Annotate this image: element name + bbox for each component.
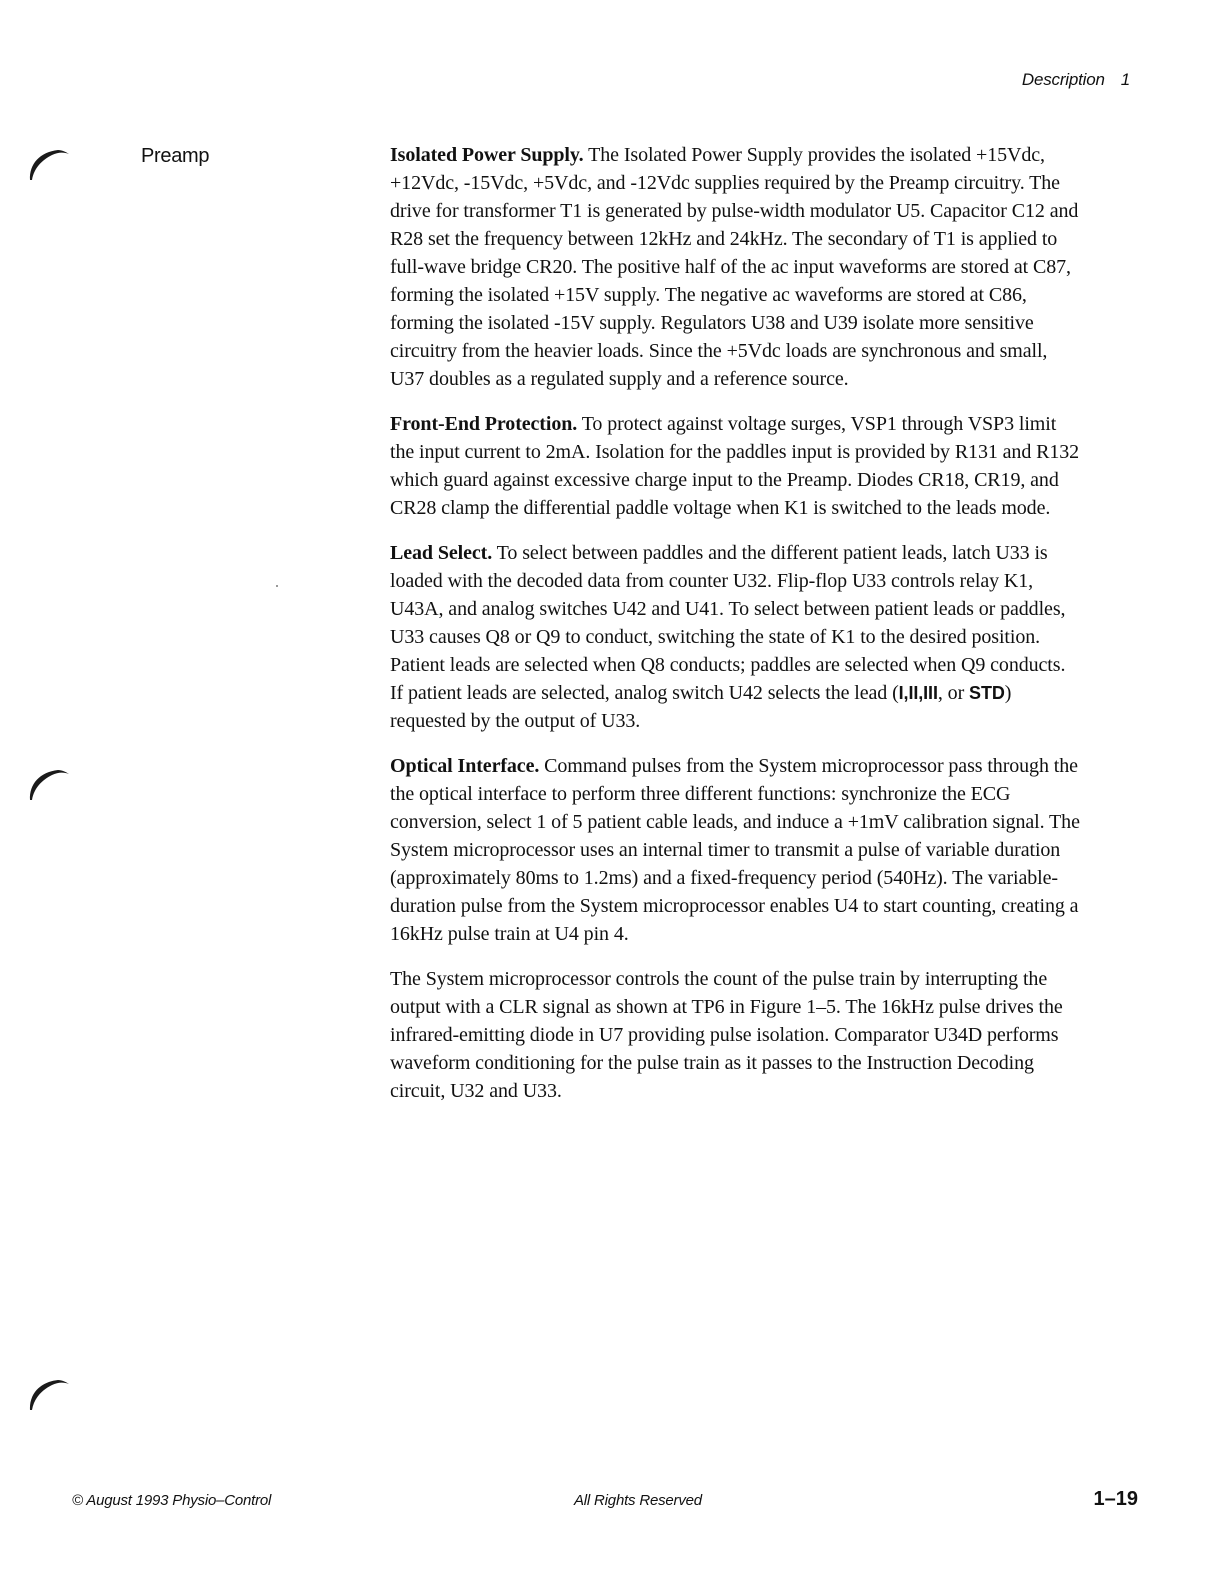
- std-label: STD: [969, 683, 1005, 703]
- binder-hole-mark-middle: [26, 760, 72, 806]
- scan-speck: [276, 585, 278, 587]
- running-header-section: Description: [1021, 70, 1105, 89]
- footer-copyright: © August 1993 Physio–Control: [72, 1492, 272, 1509]
- paragraph-text: The System microprocessor controls the count of the pulse train by interrupting the output with a CLR signal as shown at TP6 in Figure 1–5. The 16kHz pulse drives the infrared-emitting diode in U7 providing pulse isolation. Comparator U34D performs waveform conditioning for the pulse train as it passes to the Instruction Decoding circuit, U32 and U33.: [390, 968, 1063, 1102]
- paragraph-heading: Front-End Protection.: [390, 413, 578, 435]
- page-number: 1–19: [1093, 1488, 1138, 1510]
- binder-hole-mark-top: [26, 140, 72, 186]
- running-header-chapter: 1: [1120, 70, 1130, 89]
- paragraph-text: To select between paddles and the different patient leads, latch U33 is loaded with the decoded data from counter U32. Flip-flop U33 controls relay K1, U43A, and analog switches U42 and U41. To select between patient leads or paddles, U33 causes Q8 or Q9 to conduct, switching the state of K1 to the desired position. Patient leads are selected when Q8 conducts; paddles are selected when Q9 conducts. If patient leads are selected, analog switch U42 selects the lead (: [390, 542, 1066, 704]
- paragraph-pulse-train-control: [390, 965, 1080, 1105]
- paragraph-lead-select: [390, 539, 1080, 735]
- paragraph-heading: Isolated Power Supply.: [390, 144, 584, 166]
- footer-rights: All Rights Reserved: [574, 1492, 702, 1509]
- paragraph-text: The Isolated Power Supply provides the isolated +15Vdc, +12Vdc, -15Vdc, +5Vdc, and -12Vdc supplies required by the Preamp circuitry. The drive for transformer T1 is generated by pulse-width modulator U5. Capacitor C12 and R28 set the frequency between 12kHz and 24kHz. The secondary of T1 is applied to full-wave bridge CR20. The positive half of the ac input waveforms are stored at C87, forming the isolated +15V supply. The negative ac waveforms are stored at C86, forming the isolated -15V supply. Regulators U38 and U39 isolate more sensitive circuitry from the heavier loads. Since the +5Vdc loads are synchronous and small, U37 doubles as a regulated supply and a reference source.: [390, 144, 1079, 390]
- running-header: [1022, 70, 1130, 90]
- leads-or-word: , or: [937, 682, 970, 704]
- body-text: [390, 141, 1080, 1122]
- paragraph-heading: Lead Select.: [390, 542, 493, 564]
- paragraph-heading: Optical Interface.: [390, 755, 540, 777]
- side-heading: Preamp: [141, 145, 210, 167]
- paragraph-isolated-power-supply: [390, 141, 1080, 393]
- paragraph-front-end-protection: [390, 410, 1080, 522]
- paragraph-text: To protect against voltage surges, VSP1 through VSP3 limit the input current to 2mA. Isolation for the paddles input is provided by R131 and R132 which guard against excessive charge input to the Preamp. Diodes CR18, CR19, and CR28 clamp the differential paddle voltage when K1 is switched to the leads mode.: [390, 413, 1080, 519]
- leads-list: I,II,III: [898, 683, 938, 703]
- paragraph-optical-interface: [390, 752, 1080, 948]
- binder-hole-mark-bottom: [26, 1370, 72, 1416]
- paragraph-text-end: ) requested by the output of U33.: [390, 682, 1012, 732]
- paragraph-text: Command pulses from the System microprocessor pass through the the optical interface to perform three different functions: synchronize the ECG conversion, select 1 of 5 patient cable leads, and induce a +1mV calibration signal. The System microprocessor uses an internal timer to transmit a pulse of variable duration (approximately 80ms to 1.2ms) and a fixed-frequency period (540Hz). The variable-duration pulse from the System microprocessor enables U4 to start counting, creating a 16kHz pulse train at U4 pin 4.: [390, 755, 1080, 945]
